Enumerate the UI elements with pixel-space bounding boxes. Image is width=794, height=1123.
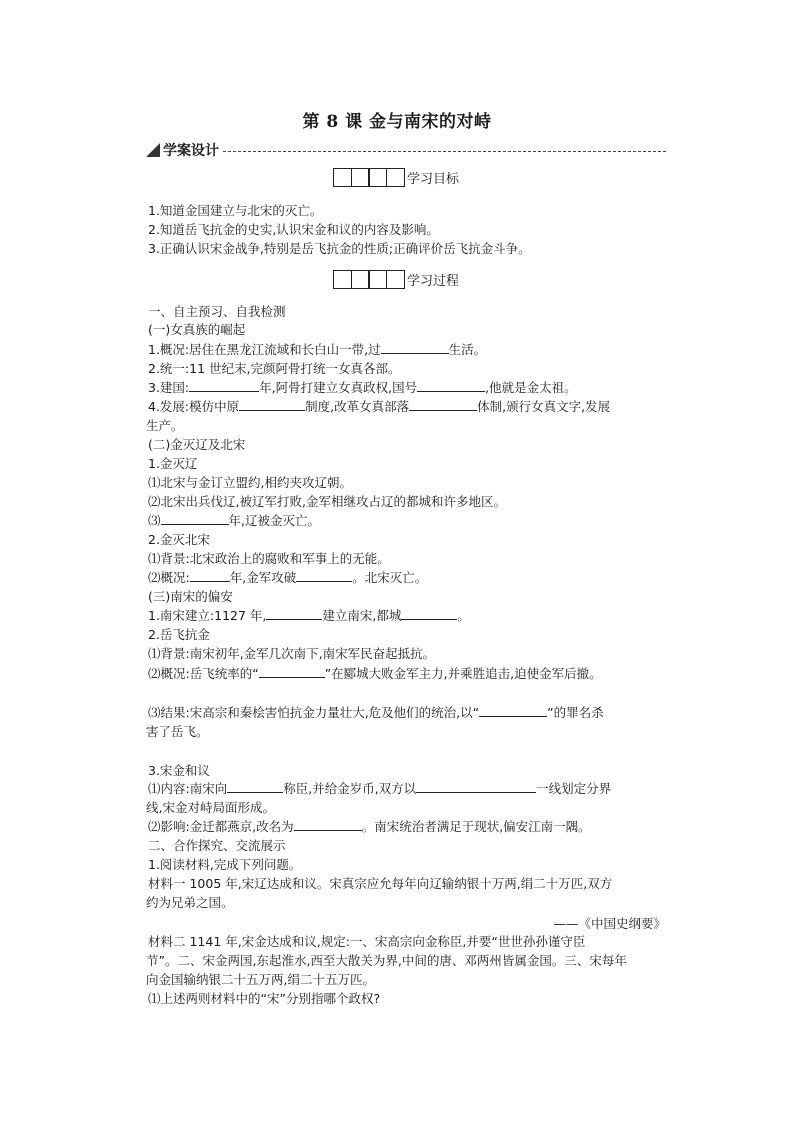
fill-blank[interactable] <box>409 399 477 411</box>
box-icon <box>335 270 405 289</box>
triangle-icon <box>146 143 160 157</box>
part2-heading: 二、合作探究、交流展示 <box>148 838 286 853</box>
fill-blank[interactable] <box>190 570 230 582</box>
fill-blank[interactable] <box>296 570 352 582</box>
fill-blank[interactable] <box>417 380 485 392</box>
material-text: 材料二 1141 年,宋金达成和议,规定:一、宋高宗向金称臣,并要“世世孙孙谨守臣 <box>148 934 586 949</box>
fill-blank[interactable] <box>381 342 449 354</box>
text-line: 线,宋金对峙局面形成。 <box>146 800 275 815</box>
text-line: 4.发展:模仿中原 制度,改革女真部落 体制,颁行女真文字,发展 <box>148 399 611 414</box>
text-line: 1.概况:居住在黑龙江流域和长白山一带,过 生活。 <box>148 342 487 357</box>
text-line: ⑶结果:宋高宗和秦桧害怕抗金力量壮大,危及他们的统治,以“ ”的罪名杀 <box>148 705 604 720</box>
fill-blank[interactable] <box>479 705 547 717</box>
fill-blank[interactable] <box>161 513 229 525</box>
question: 1.阅读材料,完成下列问题。 <box>148 857 302 872</box>
text-line: ⑵概况: 年,金军攻破 。北宋灭亡。 <box>148 570 428 585</box>
sub-heading: (三)南宋的偏安 <box>148 589 233 604</box>
material-source: ——《中国史纲要》 <box>553 916 666 931</box>
text-line: 害了岳飞。 <box>146 724 209 739</box>
process-heading: 学习过程 <box>0 270 794 289</box>
fill-blank[interactable] <box>259 666 325 678</box>
goal-1: 1.知道金国建立与北宋的灭亡。 <box>148 203 323 218</box>
dashed-divider <box>223 151 666 152</box>
text-line: 1.南宋建立:1127 年, 建立南宋,都城 。 <box>148 608 470 623</box>
text-line: ⑴北宋与金订立盟约,相约夹攻辽朝。 <box>148 475 352 490</box>
design-label: 学案设计 <box>163 143 219 159</box>
part1-heading: 一、自主预习、自我检测 <box>148 304 286 319</box>
material-text: 材料一 1005 年,宋辽达成和议。宋真宗应允每年向辽输纳银十万两,绢二十万匹,双方 <box>148 876 613 891</box>
text-line: ⑵概况:岳飞统率的“ ”在郾城大败金军主力,并乘胜追击,迫使金军后撤。 <box>148 666 602 681</box>
goal-3: 3.正确认识宋金战争,特别是岳飞抗金的性质;正确评价岳飞抗金斗争。 <box>148 241 531 256</box>
text-line: ⑴内容:南宋向 称臣,并给金岁币,双方以 一线划定分界 <box>148 781 612 796</box>
fill-blank[interactable] <box>294 819 362 831</box>
sub-heading: (二)金灭辽及北宋 <box>148 437 246 452</box>
material-text: 约为兄弟之国。 <box>146 895 234 910</box>
text-line: 1.金灭辽 <box>148 456 198 471</box>
text-line: 3.宋金和议 <box>148 763 210 778</box>
fill-blank[interactable] <box>266 608 322 620</box>
goals-heading: 学习目标 <box>0 168 794 187</box>
text-line: 2.岳飞抗金 <box>148 627 210 642</box>
page-title: 第 8 课 金与南宋的对峙 <box>302 112 492 132</box>
text-line: 3.建国: 年,阿骨打建立女真政权,国号 ,他就是金太祖。 <box>148 380 577 395</box>
design-section-bar <box>146 141 666 159</box>
text-line: 2.金灭北宋 <box>148 532 210 547</box>
text-line: 生产。 <box>146 418 184 433</box>
fill-blank[interactable] <box>189 380 259 392</box>
fill-blank[interactable] <box>401 608 457 620</box>
goal-2: 2.知道岳飞抗金的史实,认识宋金和议的内容及影响。 <box>148 222 439 237</box>
sub-heading: (一)女真族的崛起 <box>148 322 246 337</box>
material-text: 向金国输纳银二十五万两,绢二十五万匹。 <box>146 972 375 987</box>
text-line: 2.统一:11 世纪末,完颜阿骨打统一女真各部。 <box>148 361 401 376</box>
question: ⑴上述两则材料中的“宋”分别指哪个政权? <box>148 991 381 1006</box>
box-icon <box>335 168 405 187</box>
fill-blank[interactable] <box>239 399 305 411</box>
fill-blank[interactable] <box>227 781 283 793</box>
text-line: ⑴背景:北宋政治上的腐败和军事上的无能。 <box>148 551 390 566</box>
material-text: 节”。二、宋金两国,东起淮水,西至大散关为界,中间的唐、邓两州皆属金国。三、宋每年 <box>146 953 627 968</box>
text-line: ⑵影响:金迁都燕京,改名为 。南宋统治者满足于现状,偏安江南一隅。 <box>148 819 591 834</box>
text-line: ⑶ 年,辽被金灭亡。 <box>148 513 320 528</box>
text-line: ⑴背景:南宋初年,金军几次南下,南宋军民奋起抵抗。 <box>148 646 436 661</box>
text-line: ⑵北宋出兵伐辽,被辽军打败,金军相继攻占辽的都城和许多地区。 <box>148 494 506 509</box>
fill-blank[interactable] <box>416 781 536 793</box>
